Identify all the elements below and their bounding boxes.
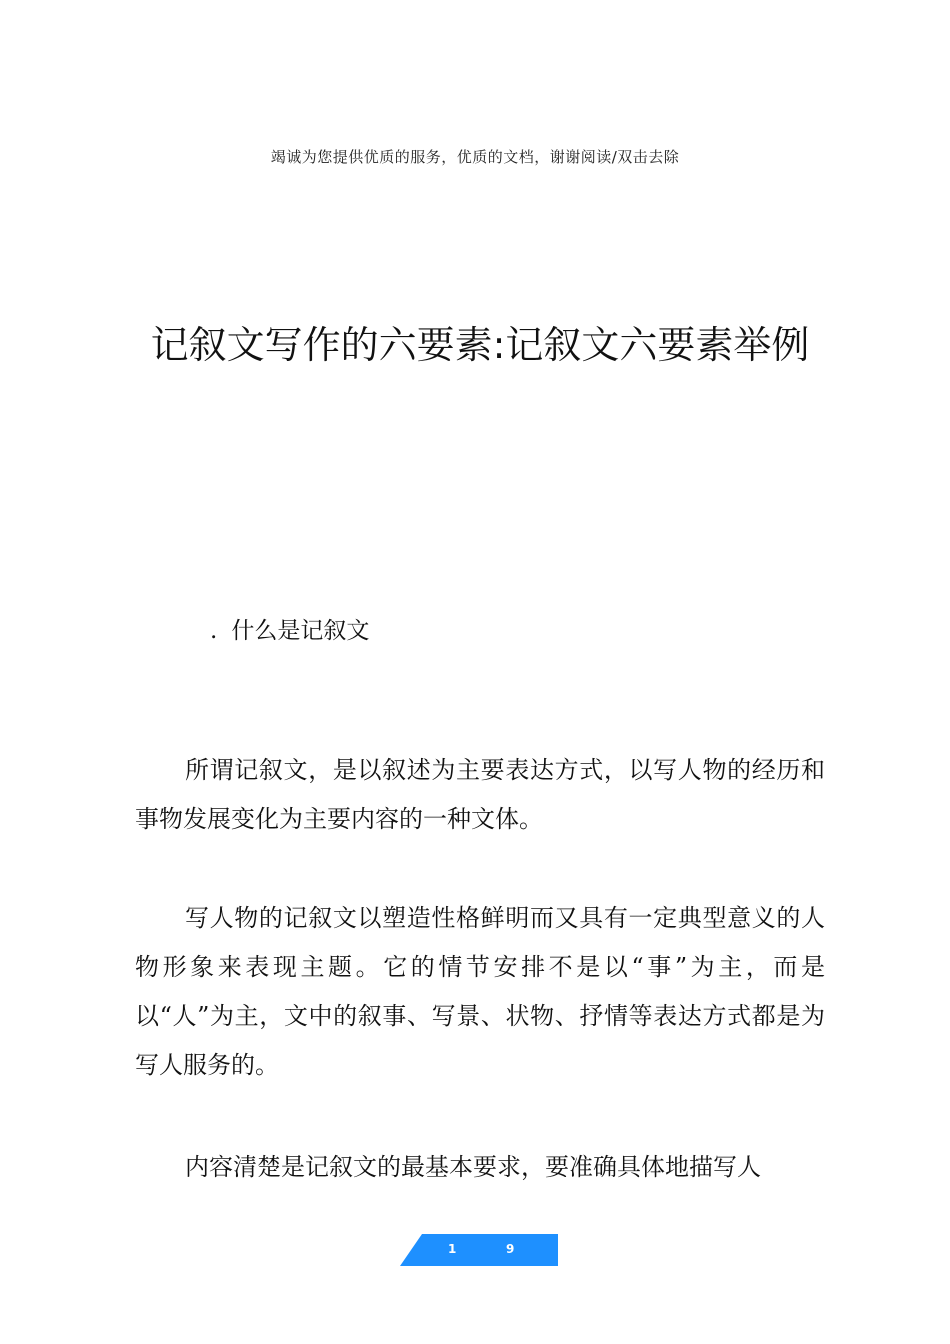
page-number-badge <box>400 1234 560 1266</box>
paragraph: 所谓记叙文，是以叙述为主要表达方式，以写人物的经历和事物发展变化为主要内容的一种文体。 <box>135 756 825 833</box>
document-title: 记叙文写作的六要素:记叙文六要素举例 <box>150 323 810 367</box>
paragraph: 内容清楚是记叙文的最基本要求，要准确具体地描写人 <box>185 1153 761 1181</box>
section-marker: . <box>210 618 218 644</box>
paragraph: 写人物的记叙文以塑造性格鲜明而又具有一定典型意义的人物形象来表现主题。它的情节安排不是以“事”为主，而是以“人”为主，文中的叙事、写景、状物、抒情等表达方式都是为写人服务的。 <box>135 904 825 1079</box>
total-pages-number: 9 <box>506 1242 515 1256</box>
section-heading-text: 什么是记叙文 <box>231 618 370 644</box>
header-note: 竭诚为您提供优质的服务，优质的文档，谢谢阅读/双击去除 <box>270 148 680 166</box>
page-badge-shape <box>400 1234 560 1266</box>
current-page-number: 1 <box>448 1242 457 1256</box>
section-heading <box>210 612 369 645</box>
